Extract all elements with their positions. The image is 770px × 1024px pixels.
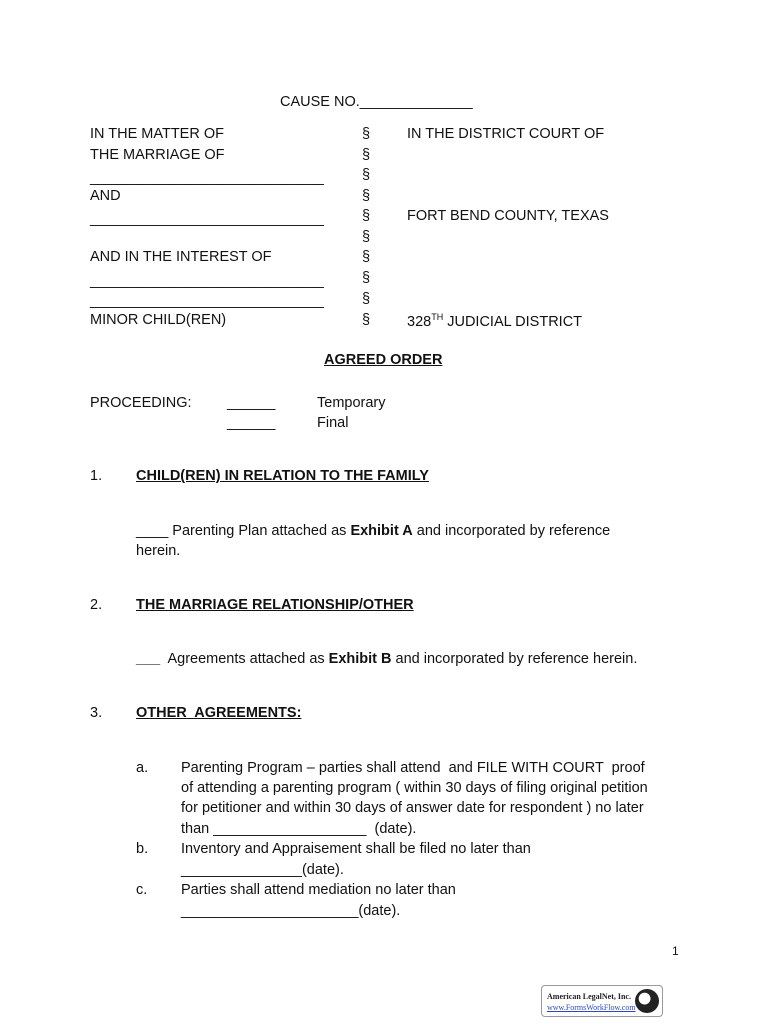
footer-branding [541,985,663,1017]
exhibit-b-label: Exhibit B [328,651,392,667]
agreement-letter: a. [136,760,149,776]
caption-party2-blank: _____________________________ [90,211,324,227]
section-heading: CHILD(REN) IN RELATION TO THE FAMILY [136,468,429,484]
section-heading: THE MARRIAGE RELATIONSHIP/OTHER [136,597,414,613]
court-name: IN THE DISTRICT COURT OF [407,126,605,142]
document-title: AGREED ORDER [324,352,443,368]
section-symbol: § [362,147,371,163]
parenting-plan-text-post: and incorporated by reference [412,523,611,539]
caption-line-matter: IN THE MATTER OF [90,126,224,142]
caption-line-and: AND [90,188,121,204]
district-number: 328 [407,313,432,330]
section-symbol: § [362,126,371,142]
agreement-letter: b. [136,841,149,857]
caption-line-interest: AND IN THE INTEREST OF [90,249,272,265]
section-number: 2. [90,597,103,613]
page-number: 1 [672,944,679,958]
agreement-line: Parenting Program – parties shall attend and FILE WITH COURT proof [181,760,645,776]
section-number: 3. [90,705,103,721]
agreement-line: for petitioner and within 30 days of answer date for respondent ) no later [181,800,644,816]
section-symbol: § [362,249,371,265]
agreements-blank: ___ [136,651,161,667]
section-heading: OTHER AGREEMENTS: [136,705,302,721]
footer-url-link[interactable]: www.FormsWorkFlow.com [547,1003,636,1012]
temporary-option: Temporary [317,395,386,411]
judicial-district [407,312,582,330]
section-symbol: § [362,188,371,204]
section-symbol: § [362,167,371,183]
agreement-line: Parties shall attend mediation no later than [181,882,456,898]
final-checkbox-blank[interactable]: ______ [227,415,276,431]
agreements-text-post: and incorporated by reference herein. [391,651,638,667]
caption-line-marriage: THE MARRIAGE OF [90,147,225,163]
agreement-line: _______________(date). [181,862,344,878]
district-superscript: TH [431,312,444,322]
caption-child2-blank: _____________________________ [90,293,324,309]
footer-company: American LegalNet, Inc. [547,992,631,1001]
county-name: FORT BEND COUNTY, TEXAS [407,208,609,224]
agreement-line: of attending a parenting program ( within 30 days of filing original petition [181,780,648,796]
section-symbol: § [362,208,371,224]
agreements-text: Agreements attached as [160,651,329,667]
caption-line-minor: MINOR CHILD(REN) [90,312,227,328]
section-number: 1. [90,468,103,484]
exhibit-a-label: Exhibit A [350,523,413,539]
parenting-plan-line [136,523,610,539]
final-option: Final [317,415,349,431]
agreements-line [136,651,637,667]
agreement-line: ______________________(date). [181,903,401,919]
section-symbol: § [362,291,371,307]
section-symbol: § [362,229,371,245]
cause-number: CAUSE NO.______________ [280,94,473,110]
temporary-checkbox-blank[interactable]: ______ [227,395,276,411]
district-text: JUDICIAL DISTRICT [443,313,583,330]
caption-party1-blank: _____________________________ [90,170,324,186]
agreement-line: than ___________________ (date). [181,821,417,837]
section-symbol: § [362,270,371,286]
section-symbol: § [362,312,371,328]
parenting-plan-text: ____ Parenting Plan attached as [136,523,351,539]
proceeding-label: PROCEEDING: [90,395,192,411]
caption-child1-blank: _____________________________ [90,273,324,289]
company-logo-icon [635,989,659,1013]
parenting-plan-continuation: herein. [136,543,181,559]
agreement-line: Inventory and Appraisement shall be filed no later than [181,841,531,857]
agreement-letter: c. [136,882,148,898]
